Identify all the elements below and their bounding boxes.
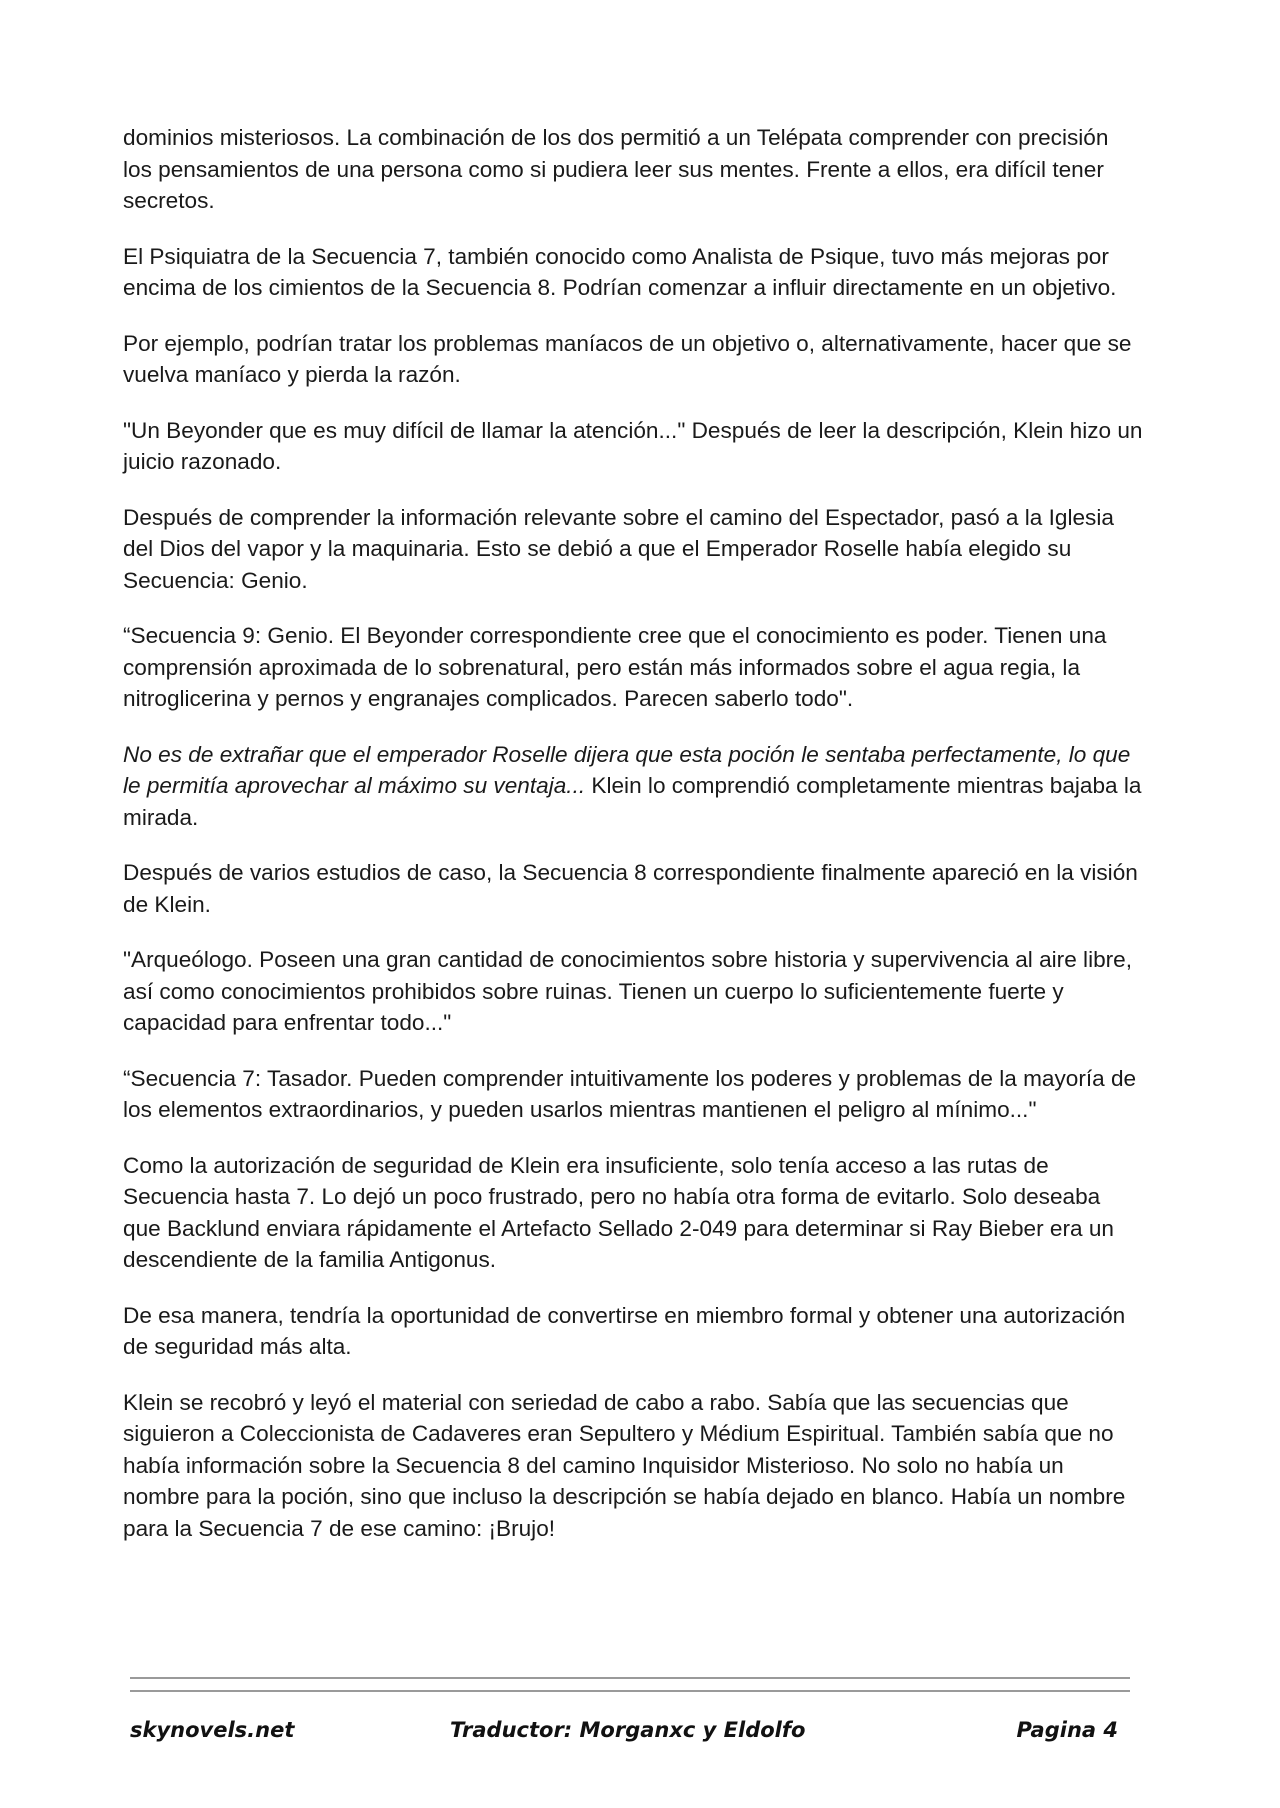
paragraph: Klein se recobró y leyó el material con seriedad de cabo a rabo. Sabía que las secuencias que siguieron a Coleccionista de Cadaveres eran Sepultero y Médium Espiritual. También sabía que no había información sobre la Secuencia 8 del camino Inquisidor Misterioso. No solo no había un nombre para la poción, sino que incluso la descripción se había dejado en blanco. Había un nombre para la Secuencia 7 de ese camino: ¡Brujo! [123, 1389, 1126, 1541]
paragraph: Como la autorización de seguridad de Klein era insuficiente, solo tenía acceso a las rutas de Secuencia hasta 7. Lo dejó un poco frustrado, pero no había otra forma de evitarlo. Solo deseaba que Backlund enviara rápidamente el Artefacto Sellado 2-049 para determinar si Ray Bieber era un descendiente de la familia Antigonus. [123, 1152, 1114, 1272]
paragraph: “Secuencia 9: Genio. El Beyonder correspondiente cree que el conocimiento es poder. Tienen una comprensión aproximada de lo sobrenatural, pero están más informados sobre el agua regia, la nitroglicerina y pernos y engranajes complicados. Parecen saberlo todo". [123, 623, 1107, 711]
italic-thought-text: No es de extrañar que el emperador Roselle dijera que esta poción le sentaba perfectamente, lo que le permitía aprovechar al máximo su ventaja... [123, 741, 1131, 798]
footer-divider-top [130, 1677, 1130, 1679]
page-footer [130, 1718, 1130, 1750]
paragraph: "Un Beyonder que es muy difícil de llamar la atención..." Después de leer la descripción, Klein hizo un juicio razonado. [123, 417, 1143, 474]
footer-page-number: Pagina 4 [1016, 1718, 1118, 1742]
paragraph: "Arqueólogo. Poseen una gran cantidad de conocimientos sobre historia y supervivencia al aire libre, así como conocimientos prohibidos sobre ruinas. Tienen un cuerpo lo suficientemente fuerte y capacidad para enfrentar todo..." [123, 947, 1133, 1035]
paragraph: El Psiquiatra de la Secuencia 7, también conocido como Analista de Psique, tuvo más mejoras por encima de los cimientos de la Secuencia 8. Podrían comenzar a influir directamente en un objetivo. [123, 243, 1117, 300]
document-body [123, 122, 1143, 1568]
paragraph: Por ejemplo, podrían tratar los problemas maníacos de un objetivo o, alternativamente, hacer que se vuelva maníaco y pierda la razón. [123, 330, 1132, 387]
paragraph: Después de comprender la información relevante sobre el camino del Espectador, pasó a la Iglesia del Dios del vapor y la maquinaria. Esto se debió a que el Emperador Roselle había elegido su Secuencia: Genio. [123, 504, 1114, 593]
paragraph: “Secuencia 7: Tasador. Pueden comprender intuitivamente los poderes y problemas de la mayoría de los elementos extraordinarios, y pueden usarlos mientras mantienen el peligro al mínimo..." [123, 1065, 1137, 1122]
footer-translator: Traductor: Morganxc y Eldolfo [450, 1718, 806, 1742]
footer-divider-bottom [130, 1690, 1130, 1692]
paragraph: De esa manera, tendría la oportunidad de convertirse en miembro formal y obtener una autorización de seguridad más alta. [123, 1302, 1126, 1359]
paragraph-italic-lead [123, 739, 1143, 834]
paragraph: dominios misteriosos. La combinación de los dos permitió a un Telépata comprender con precisión los pensamientos de una persona como si pudiera leer sus mentes. Frente a ellos, era difícil tener secretos. [123, 125, 1109, 213]
footer-site: skynovels.net [130, 1718, 295, 1742]
paragraph-rest-text: Klein lo comprendió completamente mientras bajaba la mirada. [123, 773, 1142, 830]
paragraph: Después de varios estudios de caso, la Secuencia 8 correspondiente finalmente apareció en la visión de Klein. [123, 860, 1138, 917]
